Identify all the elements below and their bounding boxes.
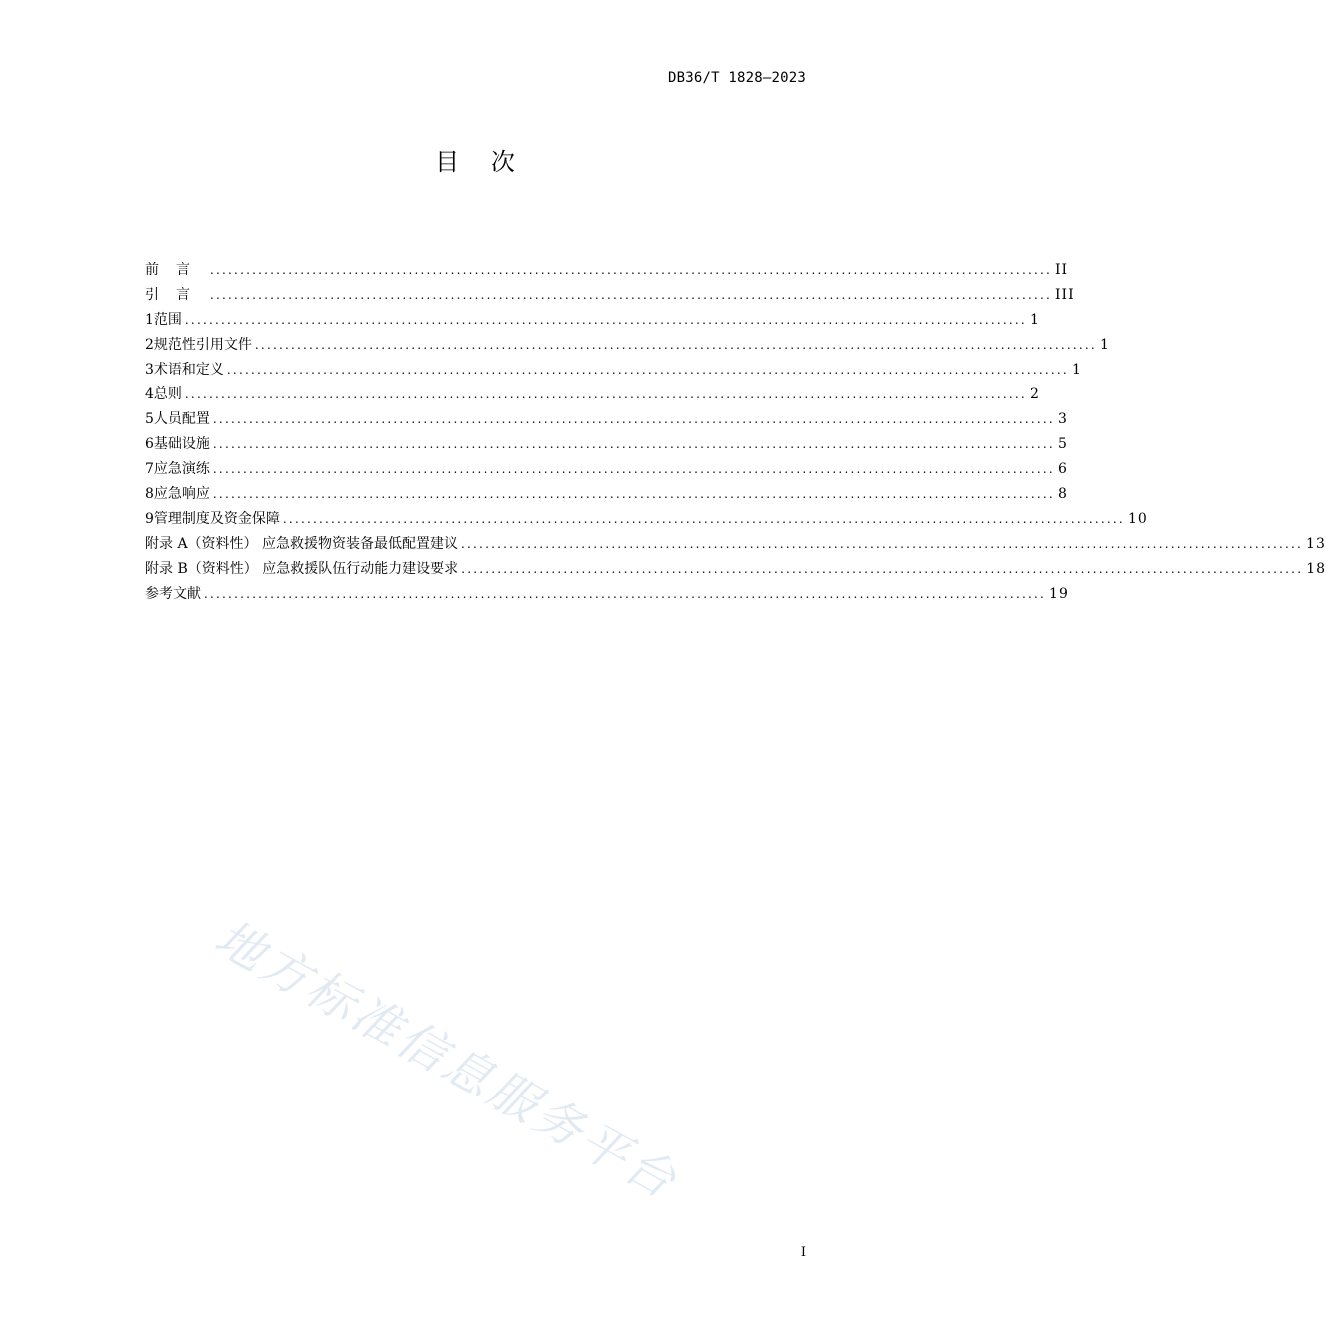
toc-leader-dots: ............................................................................................................................................ — [184, 312, 1027, 327]
toc-leader-dots: ............................................................................................................................................ — [210, 263, 1053, 277]
toc-entry-label: 总则 — [153, 386, 182, 403]
toc-entry-number: 6 — [145, 436, 154, 453]
toc-entry-page: 1 — [1099, 336, 1110, 353]
toc-leader-dots: ............................................................................................................................................ — [212, 437, 1055, 452]
toc-list — [145, 258, 1326, 606]
toc-leader-dots: ............................................................................................................................................ — [282, 511, 1125, 526]
toc-entry-label: 附录 A（资料性） 应急救援物资装备最低配置建议 — [145, 535, 459, 552]
toc-entry-page: 1 — [1029, 311, 1040, 328]
toc-entry-label: 管理制度及资金保障 — [153, 510, 280, 527]
toc-leader-dots: ............................................................................................................................................ — [204, 586, 1047, 601]
toc-entry-number: 5 — [145, 411, 154, 428]
toc-entry-page: 8 — [1057, 486, 1068, 503]
toc-entry-page: II — [1055, 262, 1069, 278]
toc-entry-label: 参考文献 — [145, 585, 201, 602]
toc-leader-dots: ............................................................................................................................................ — [212, 462, 1055, 477]
toc-entry[interactable] — [145, 258, 1069, 283]
toc-entry-label: 应急响应 — [153, 486, 210, 503]
toc-entry[interactable] — [145, 507, 1148, 532]
toc-entry-page: 13 — [1306, 535, 1326, 552]
watermark: 地方标准信息服务平台 — [205, 909, 688, 1211]
toc-leader-dots: ............................................................................................................................................ — [184, 387, 1027, 402]
toc-leader-dots: ............................................................................................................................................ — [254, 337, 1097, 352]
toc-title-char: 目 — [435, 148, 460, 176]
toc-entry-label: 人员配置 — [153, 411, 210, 428]
toc-leader-dots: ............................................................................................................................................ — [461, 561, 1304, 576]
toc-leader-dots: ............................................................................................................................................ — [212, 487, 1055, 502]
toc-entry-label: 附录 B（资料性） 应急救援队伍行动能力建设要求 — [145, 560, 459, 577]
toc-entry[interactable] — [145, 308, 1040, 333]
toc-entry[interactable] — [145, 333, 1110, 358]
toc-entry-number: 7 — [145, 461, 154, 478]
toc-entry-number: 9 — [145, 510, 154, 527]
toc-entry[interactable] — [145, 557, 1326, 582]
toc-entry[interactable] — [145, 532, 1326, 557]
toc-entry-number: 8 — [145, 486, 154, 503]
toc-entry-label: 前言 — [145, 262, 207, 278]
toc-entry-label: 引言 — [145, 286, 207, 303]
toc-entry[interactable] — [145, 358, 1082, 383]
toc-entry-page: 1 — [1071, 361, 1082, 378]
toc-entry-page: 5 — [1057, 436, 1068, 453]
toc-entry[interactable] — [145, 407, 1068, 432]
toc-leader-dots: ............................................................................................................................................ — [210, 287, 1053, 302]
toc-title — [0, 142, 950, 177]
toc-leader-dots: ............................................................................................................................................ — [461, 536, 1304, 551]
toc-entry-label: 术语和定义 — [153, 361, 224, 378]
toc-entry-number: 3 — [145, 361, 154, 378]
toc-entry[interactable] — [145, 382, 1040, 407]
toc-entry-label: 应急演练 — [153, 461, 210, 478]
toc-entry[interactable] — [145, 482, 1068, 507]
toc-title-char: 次 — [490, 148, 515, 176]
toc-entry-label: 基础设施 — [153, 436, 210, 453]
toc-entry-page: 3 — [1057, 411, 1068, 428]
toc-leader-dots: ............................................................................................................................................ — [226, 362, 1069, 377]
toc-entry-number: 2 — [145, 336, 154, 353]
toc-entry-page: 6 — [1057, 461, 1068, 478]
toc-entry-number: 1 — [145, 311, 154, 328]
toc-entry[interactable] — [145, 283, 1075, 308]
toc-entry[interactable] — [145, 457, 1068, 482]
toc-entry-page: III — [1055, 286, 1075, 303]
toc-entry-page: 18 — [1306, 560, 1326, 577]
document-code: DB36/T 1828—2023 — [667, 70, 806, 86]
toc-entry-number: 4 — [145, 386, 154, 403]
page-number: I — [800, 1245, 806, 1260]
toc-entry-page: 19 — [1049, 585, 1069, 602]
toc-entry-page: 10 — [1127, 510, 1148, 527]
toc-entry-page: 2 — [1029, 386, 1040, 403]
toc-entry-label: 规范性引用文件 — [153, 336, 252, 353]
toc-entry[interactable] — [145, 582, 1069, 607]
toc-leader-dots: ............................................................................................................................................ — [212, 412, 1055, 427]
toc-entry[interactable] — [145, 432, 1068, 457]
toc-entry-label: 范围 — [153, 311, 182, 328]
